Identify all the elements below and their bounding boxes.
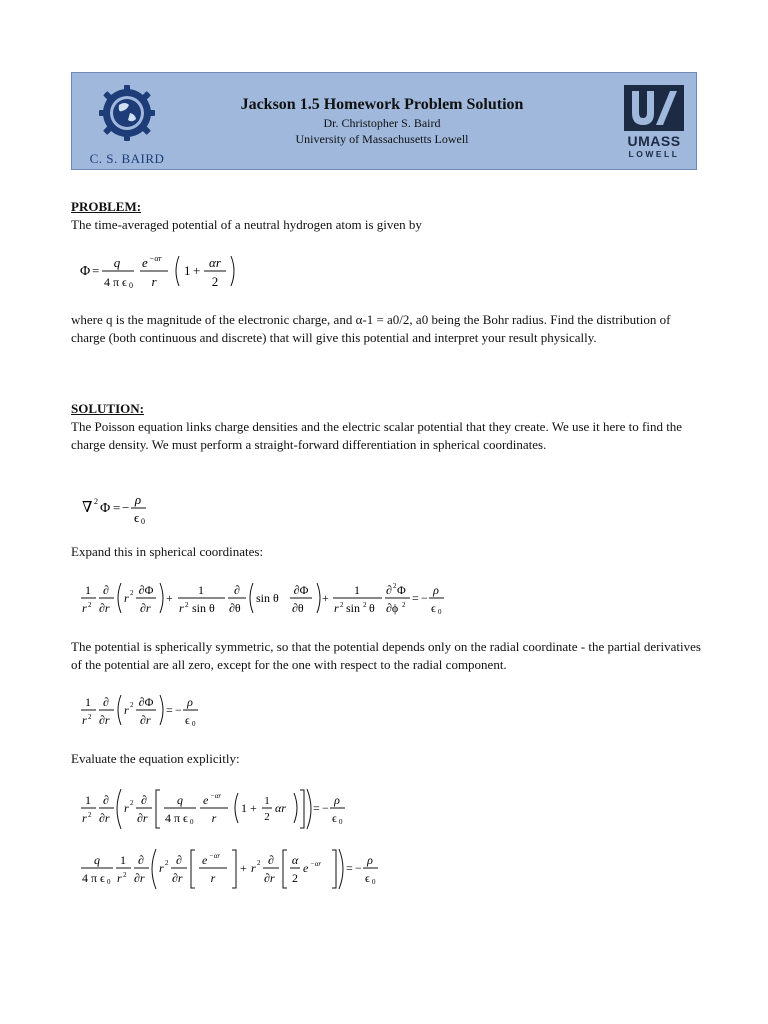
svg-text:∂: ∂ xyxy=(103,695,109,709)
svg-text:−αr: −αr xyxy=(310,860,322,868)
affiliation: University of Massachusetts Lowell xyxy=(295,132,469,146)
svg-text:r: r xyxy=(251,861,256,875)
svg-text:2: 2 xyxy=(88,811,92,819)
umass-lowell-logo xyxy=(622,83,686,161)
svg-text:0: 0 xyxy=(192,720,196,728)
svg-text:1: 1 xyxy=(198,583,204,597)
svg-text:r: r xyxy=(159,861,164,875)
svg-text:2: 2 xyxy=(130,589,134,597)
svg-text:2: 2 xyxy=(393,582,397,590)
svg-text:4 π ϵ: 4 π ϵ xyxy=(104,275,127,289)
svg-text:e: e xyxy=(203,793,209,807)
svg-text:r: r xyxy=(151,274,157,289)
svg-text:=: = xyxy=(412,591,419,605)
equation-radial xyxy=(80,690,220,734)
svg-text:ρ: ρ xyxy=(367,853,373,867)
equation-explicit-1 xyxy=(80,786,370,836)
svg-text:r: r xyxy=(82,811,87,825)
svg-text:r: r xyxy=(124,801,129,815)
svg-text:∂r: ∂r xyxy=(140,601,151,615)
svg-text:0: 0 xyxy=(372,878,376,886)
svg-text:q: q xyxy=(94,853,100,867)
svg-text:e: e xyxy=(202,853,208,867)
svg-text:∂θ: ∂θ xyxy=(292,601,304,615)
svg-text:θ: θ xyxy=(369,601,375,615)
svg-text:+: + xyxy=(166,591,173,605)
svg-text:Φ: Φ xyxy=(397,583,406,597)
svg-text:Φ: Φ xyxy=(100,501,111,516)
svg-text:sin θ: sin θ xyxy=(192,601,215,615)
svg-text:∂Φ: ∂Φ xyxy=(138,695,154,709)
svg-text:∂: ∂ xyxy=(386,583,392,597)
svg-text:ϵ: ϵ xyxy=(431,601,436,615)
svg-text:−: − xyxy=(122,500,130,515)
gear-globe-icon xyxy=(84,81,170,151)
svg-text:−: − xyxy=(355,861,362,875)
svg-text:sin θ: sin θ xyxy=(256,591,279,605)
svg-text:αr: αr xyxy=(209,255,221,270)
header-text xyxy=(212,95,552,147)
svg-text:ρ: ρ xyxy=(433,583,439,597)
svg-text:∂: ∂ xyxy=(234,583,240,597)
svg-text:ρ: ρ xyxy=(187,695,193,709)
solution-heading: SOLUTION: xyxy=(71,401,144,416)
svg-text:−αr: −αr xyxy=(209,852,221,860)
solution-paragraph-3: The potential is spherically symmetric, so that the potential depends only on the radial coordinate - the partial derivatives of the potential are all zero, except for the one with respect to the radial component. xyxy=(71,639,701,672)
svg-text:q: q xyxy=(177,793,183,807)
equation-poisson xyxy=(80,490,170,530)
svg-text:ρ: ρ xyxy=(134,492,142,507)
svg-text:1: 1 xyxy=(264,795,270,807)
svg-text:2: 2 xyxy=(264,811,270,823)
svg-text:r: r xyxy=(334,601,339,615)
svg-text:r: r xyxy=(124,703,129,717)
svg-text:∂r: ∂r xyxy=(99,601,110,615)
svg-text:4 π ϵ: 4 π ϵ xyxy=(82,871,105,885)
svg-text:r: r xyxy=(82,601,87,615)
solution-paragraph-1: The Poisson equation links charge densities and the electric scalar potential that they create. We use it here to find the charge density. We must perform a straight-forward differentiation in spherical coordinates. xyxy=(71,419,683,452)
svg-text:∂: ∂ xyxy=(141,793,147,807)
problem-body: where q is the magnitude of the electronic charge, and α-1 = a0/2, a0 being the Bohr radius. Find the distribution of charge (both continuous and discrete) that will give this potential and interpret your result physically. xyxy=(71,312,671,345)
svg-text:2: 2 xyxy=(130,799,134,807)
svg-text:r: r xyxy=(210,871,216,885)
svg-text:2: 2 xyxy=(257,859,261,867)
svg-text:0: 0 xyxy=(129,281,133,290)
svg-text:∂: ∂ xyxy=(103,793,109,807)
svg-text:r: r xyxy=(211,811,217,825)
header-banner xyxy=(71,72,697,170)
svg-text:e: e xyxy=(303,861,309,875)
svg-text:−: − xyxy=(175,703,182,717)
svg-text:ϵ: ϵ xyxy=(134,510,140,525)
svg-text:2: 2 xyxy=(211,274,219,289)
svg-text:−: − xyxy=(322,801,329,815)
svg-text:2: 2 xyxy=(88,713,92,721)
solution-paragraph-4: Evaluate the equation explicitly: xyxy=(71,751,240,766)
svg-text:=: = xyxy=(92,263,100,278)
equation-potential xyxy=(80,250,250,294)
svg-text:e: e xyxy=(142,255,148,270)
svg-text:∂r: ∂r xyxy=(140,713,151,727)
svg-text:∂: ∂ xyxy=(138,853,144,867)
logo-right-label-1: UMASS xyxy=(627,133,681,149)
svg-text:∂r: ∂r xyxy=(134,871,145,885)
svg-text:∂r: ∂r xyxy=(99,811,110,825)
svg-text:+: + xyxy=(193,263,201,278)
svg-text:2: 2 xyxy=(292,871,298,885)
svg-text:2: 2 xyxy=(165,859,169,867)
svg-text:1: 1 xyxy=(120,853,126,867)
logo-left-label: C. S. BAIRD xyxy=(89,151,165,166)
svg-text:αr: αr xyxy=(275,801,286,815)
umass-mark-icon xyxy=(622,83,686,133)
cs-baird-logo xyxy=(84,81,170,165)
svg-text:1: 1 xyxy=(85,583,91,597)
svg-text:∂: ∂ xyxy=(176,853,182,867)
svg-text:r: r xyxy=(124,591,129,605)
equation-spherical-laplacian xyxy=(80,578,460,622)
svg-text:ϵ: ϵ xyxy=(365,871,370,885)
svg-text:−αr: −αr xyxy=(149,254,162,263)
problem-intro: The time-averaged potential of a neutral hydrogen atom is given by xyxy=(71,217,422,232)
svg-text:0: 0 xyxy=(190,818,194,826)
svg-text:1: 1 xyxy=(85,695,91,709)
equation-explicit-2 xyxy=(80,846,400,896)
svg-text:α: α xyxy=(291,853,299,867)
svg-text:ρ: ρ xyxy=(334,793,340,807)
svg-text:∂r: ∂r xyxy=(137,811,148,825)
svg-text:=: = xyxy=(346,861,353,875)
svg-text:∂r: ∂r xyxy=(172,871,183,885)
svg-text:r: r xyxy=(117,871,122,885)
solution-paragraph-2: Expand this in spherical coordinates: xyxy=(71,544,264,559)
svg-text:1 +: 1 + xyxy=(241,801,257,815)
svg-text:∂r: ∂r xyxy=(264,871,275,885)
svg-text:+: + xyxy=(240,861,247,875)
svg-text:4 π ϵ: 4 π ϵ xyxy=(165,811,188,825)
svg-text:2: 2 xyxy=(340,601,344,609)
svg-text:∂: ∂ xyxy=(268,853,274,867)
svg-text:1: 1 xyxy=(354,583,360,597)
svg-text:∇: ∇ xyxy=(82,500,93,516)
svg-text:sin: sin xyxy=(346,601,361,615)
svg-text:=: = xyxy=(166,703,173,717)
svg-text:r: r xyxy=(179,601,184,615)
svg-text:1: 1 xyxy=(184,263,191,278)
problem-heading: PROBLEM: xyxy=(71,199,142,214)
svg-text:0: 0 xyxy=(438,608,442,616)
svg-text:∂r: ∂r xyxy=(99,713,110,727)
svg-text:ϵ: ϵ xyxy=(185,713,190,727)
svg-text:0: 0 xyxy=(107,878,111,886)
svg-text:0: 0 xyxy=(339,818,343,826)
svg-text:=: = xyxy=(313,801,320,815)
svg-text:2: 2 xyxy=(185,601,189,609)
svg-text:∂θ: ∂θ xyxy=(229,601,241,615)
logo-right-label-2: LOWELL xyxy=(628,149,680,159)
svg-text:2: 2 xyxy=(123,871,127,879)
svg-text:=: = xyxy=(113,500,121,515)
svg-text:+: + xyxy=(322,591,329,605)
document-title: Jackson 1.5 Homework Problem Solution xyxy=(240,96,524,113)
svg-text:2: 2 xyxy=(88,601,92,609)
svg-text:∂Φ: ∂Φ xyxy=(293,583,309,597)
svg-text:2: 2 xyxy=(363,601,367,609)
svg-text:∂: ∂ xyxy=(103,583,109,597)
svg-text:∂ϕ: ∂ϕ xyxy=(386,601,399,615)
svg-text:2: 2 xyxy=(402,601,406,609)
author: Dr. Christopher S. Baird xyxy=(323,116,441,130)
svg-text:2: 2 xyxy=(130,701,134,709)
svg-text:−αr: −αr xyxy=(210,792,222,800)
svg-text:0: 0 xyxy=(141,517,145,526)
svg-text:q: q xyxy=(113,255,121,270)
svg-text:Φ: Φ xyxy=(80,264,91,279)
svg-text:r: r xyxy=(82,713,87,727)
svg-text:ϵ: ϵ xyxy=(332,811,337,825)
svg-text:1: 1 xyxy=(85,793,91,807)
svg-text:2: 2 xyxy=(94,497,98,506)
svg-text:−: − xyxy=(421,591,428,605)
svg-text:∂Φ: ∂Φ xyxy=(138,583,154,597)
